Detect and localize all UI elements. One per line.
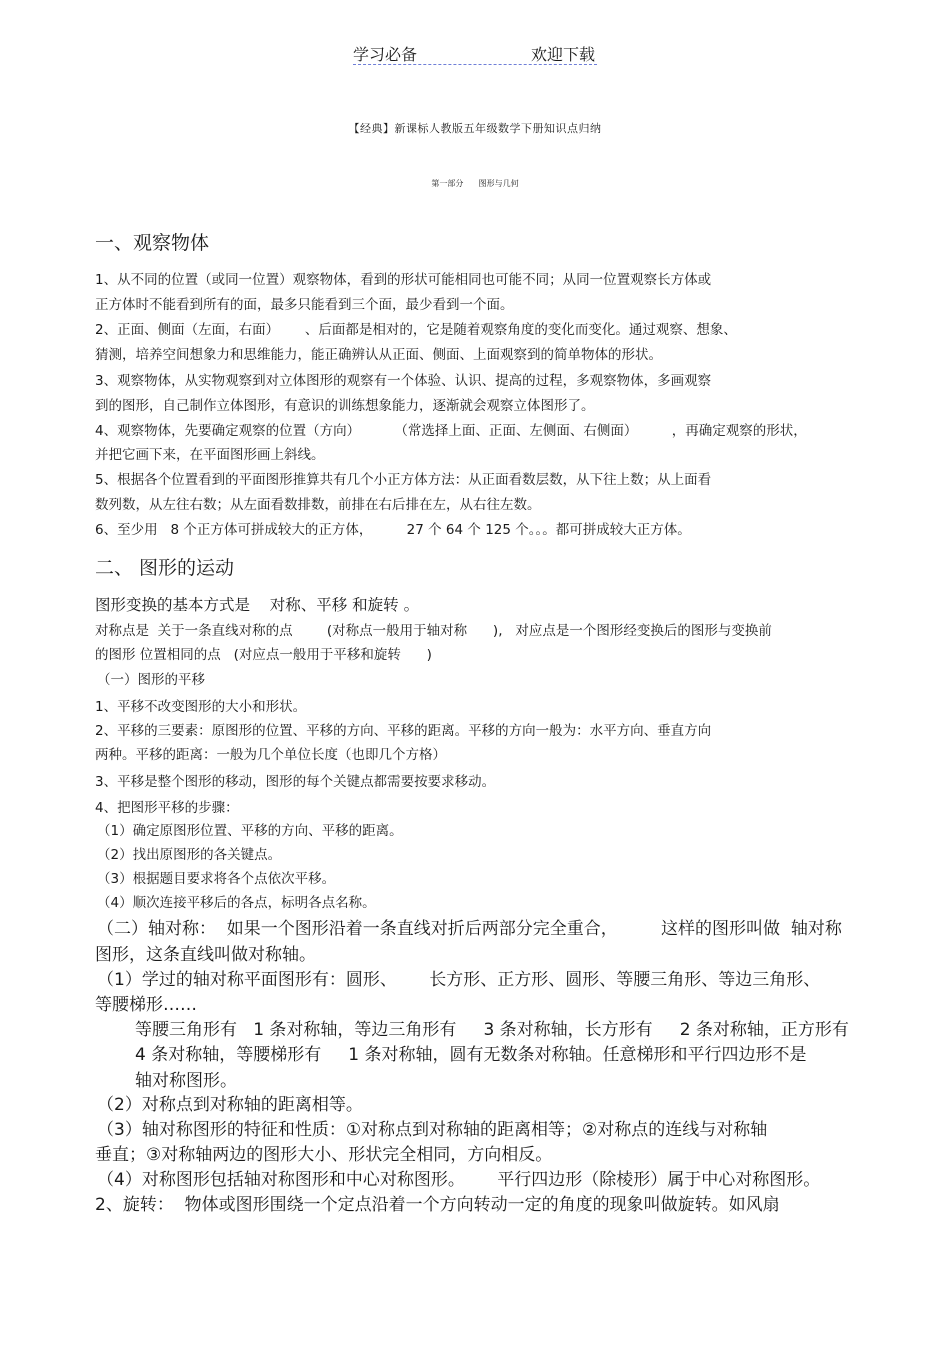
paragraph-line: （2）对称点到对称轴的距离相等。	[97, 1095, 363, 1115]
paragraph-line: （4）对称图形包括轴对称图形和中心对称图形。 平行四边形（除棱形）属于中心对称图形。	[97, 1170, 821, 1190]
paragraph-line: 2、正面、侧面（左面，右面） 、后面都是相对的，它是随着观察角度的变化而变化。通过观察、想象、	[95, 322, 737, 338]
list-item: （1）确定原图形位置、平移的方向、平移的距离。	[97, 823, 403, 839]
paragraph-line: 数列数，从左往右数；从左面看数排数，前排在右后排在左，从右往左数。	[95, 497, 541, 513]
paragraph-line: 等腰三角形有 1 条对称轴，等边三角形有 3 条对称轴，长方形有 2 条对称轴，正方形有	[135, 1020, 849, 1040]
paragraph-line: 1、平移不改变图形的大小和形状。	[95, 699, 307, 715]
list-item: （4）顺次连接平移后的各点，标明各点名称。	[97, 895, 376, 911]
paragraph-line: 两种。平移的距离：一般为几个单位长度（也即几个方格）	[95, 747, 446, 763]
paragraph-line: 2、平移的三要素：原图形的位置、平移的方向、平移的距离。平移的方向一般为：水平方向、垂直方向	[95, 723, 712, 739]
paragraph-line: 6、至少用 8 个正方体可拼成较大的正方体， 27 个 64 个 125 个。。。都可拼成较大正方体。	[95, 522, 691, 538]
document-title: 【经典】新课标人教版五年级数学下册知识点归纳	[348, 122, 602, 135]
paragraph-line: （二）轴对称： 如果一个图形沿着一条直线对折后两部分完全重合， 这样的图形叫做 轴对称	[97, 919, 842, 939]
paragraph-line: 猜测，培养空间想象力和思维能力，能正确辨认从正面、侧面、上面观察到的简单物体的形状。	[95, 347, 662, 363]
paragraph-line: 垂直；③对称轴两边的图形大小、形状完全相同，方向相反。	[95, 1145, 553, 1165]
paragraph-line: 并把它画下来，在平面图形画上斜线。	[95, 447, 325, 463]
list-item: （3）根据题目要求将各个点依次平移。	[97, 871, 336, 887]
paragraph-line: 1、从不同的位置（或同一位置）观察物体，看到的形状可能相同也可能不同；从同一位置观察长方体或	[95, 272, 712, 288]
section-heading: 二、 图形的运动	[95, 557, 235, 579]
paragraph-line: 等腰梯形……	[95, 995, 197, 1015]
document-subtitle: 第一部分 图形与几何	[431, 179, 519, 188]
paragraph-line: 4、观察物体，先要确定观察的位置（方向） （常选择上面、正面、左侧面、右侧面） ，再确定观察的形状，	[95, 423, 807, 439]
paragraph-line: 的图形 位置相同的点 (对应点一般用于平移和旋转 )	[95, 647, 432, 663]
paragraph-line: 正方体时不能看到所有的面，最多只能看到三个面，最少看到一个面。	[95, 297, 514, 313]
paragraph-line: 5、根据各个位置看到的平面图形推算共有几个小正方体方法：从正面看数层数，从下往上数；从上面看	[95, 472, 712, 488]
list-item: （2）找出原图形的各关键点。	[97, 847, 282, 863]
paragraph-line: 图形变换的基本方式是 对称、平移 和旋转 。	[95, 596, 420, 614]
header-left-text: 学习必备	[353, 45, 418, 64]
paragraph-line: 4、把图形平移的步骤：	[95, 800, 239, 816]
subsection-heading: （一）图形的平移	[97, 672, 205, 688]
page-header	[353, 42, 597, 65]
paragraph-line: 轴对称图形。	[135, 1071, 237, 1091]
paragraph-line: （1）学过的轴对称平面图形有：圆形、 长方形、正方形、圆形、等腰三角形、等边三角形、	[97, 970, 821, 990]
paragraph-line: 3、平移是整个图形的移动，图形的每个关键点都需要按要求移动。	[95, 774, 496, 790]
paragraph-line: 4 条对称轴，等腰梯形有 1 条对称轴，圆有无数条对称轴。任意梯形和平行四边形不是	[135, 1045, 807, 1065]
section-heading: 一、观察物体	[95, 232, 210, 254]
paragraph-line: 对称点是 关于一条直线对称的点 (对称点一般用于轴对称 ), 对应点是一个图形经变换后的图形与变换前	[95, 623, 772, 639]
paragraph-line: 2、旋转： 物体或图形围绕一个定点沿着一个方向转动一定的角度的现象叫做旋转。如风扇	[95, 1195, 780, 1215]
header-right-text: 欢迎下载	[530, 45, 595, 64]
paragraph-line: （3）轴对称图形的特征和性质：①对称点到对称轴的距离相等；②对称点的连线与对称轴	[97, 1120, 768, 1140]
paragraph-line: 3、观察物体，从实物观察到对立体图形的观察有一个体验、认识、提高的过程，多观察物体，多画观察	[95, 373, 712, 389]
paragraph-line: 到的图形，自己制作立体图形，有意识的训练想象能力，逐渐就会观察立体图形了。	[95, 398, 595, 414]
paragraph-line: 图形，这条直线叫做对称轴。	[95, 945, 316, 965]
